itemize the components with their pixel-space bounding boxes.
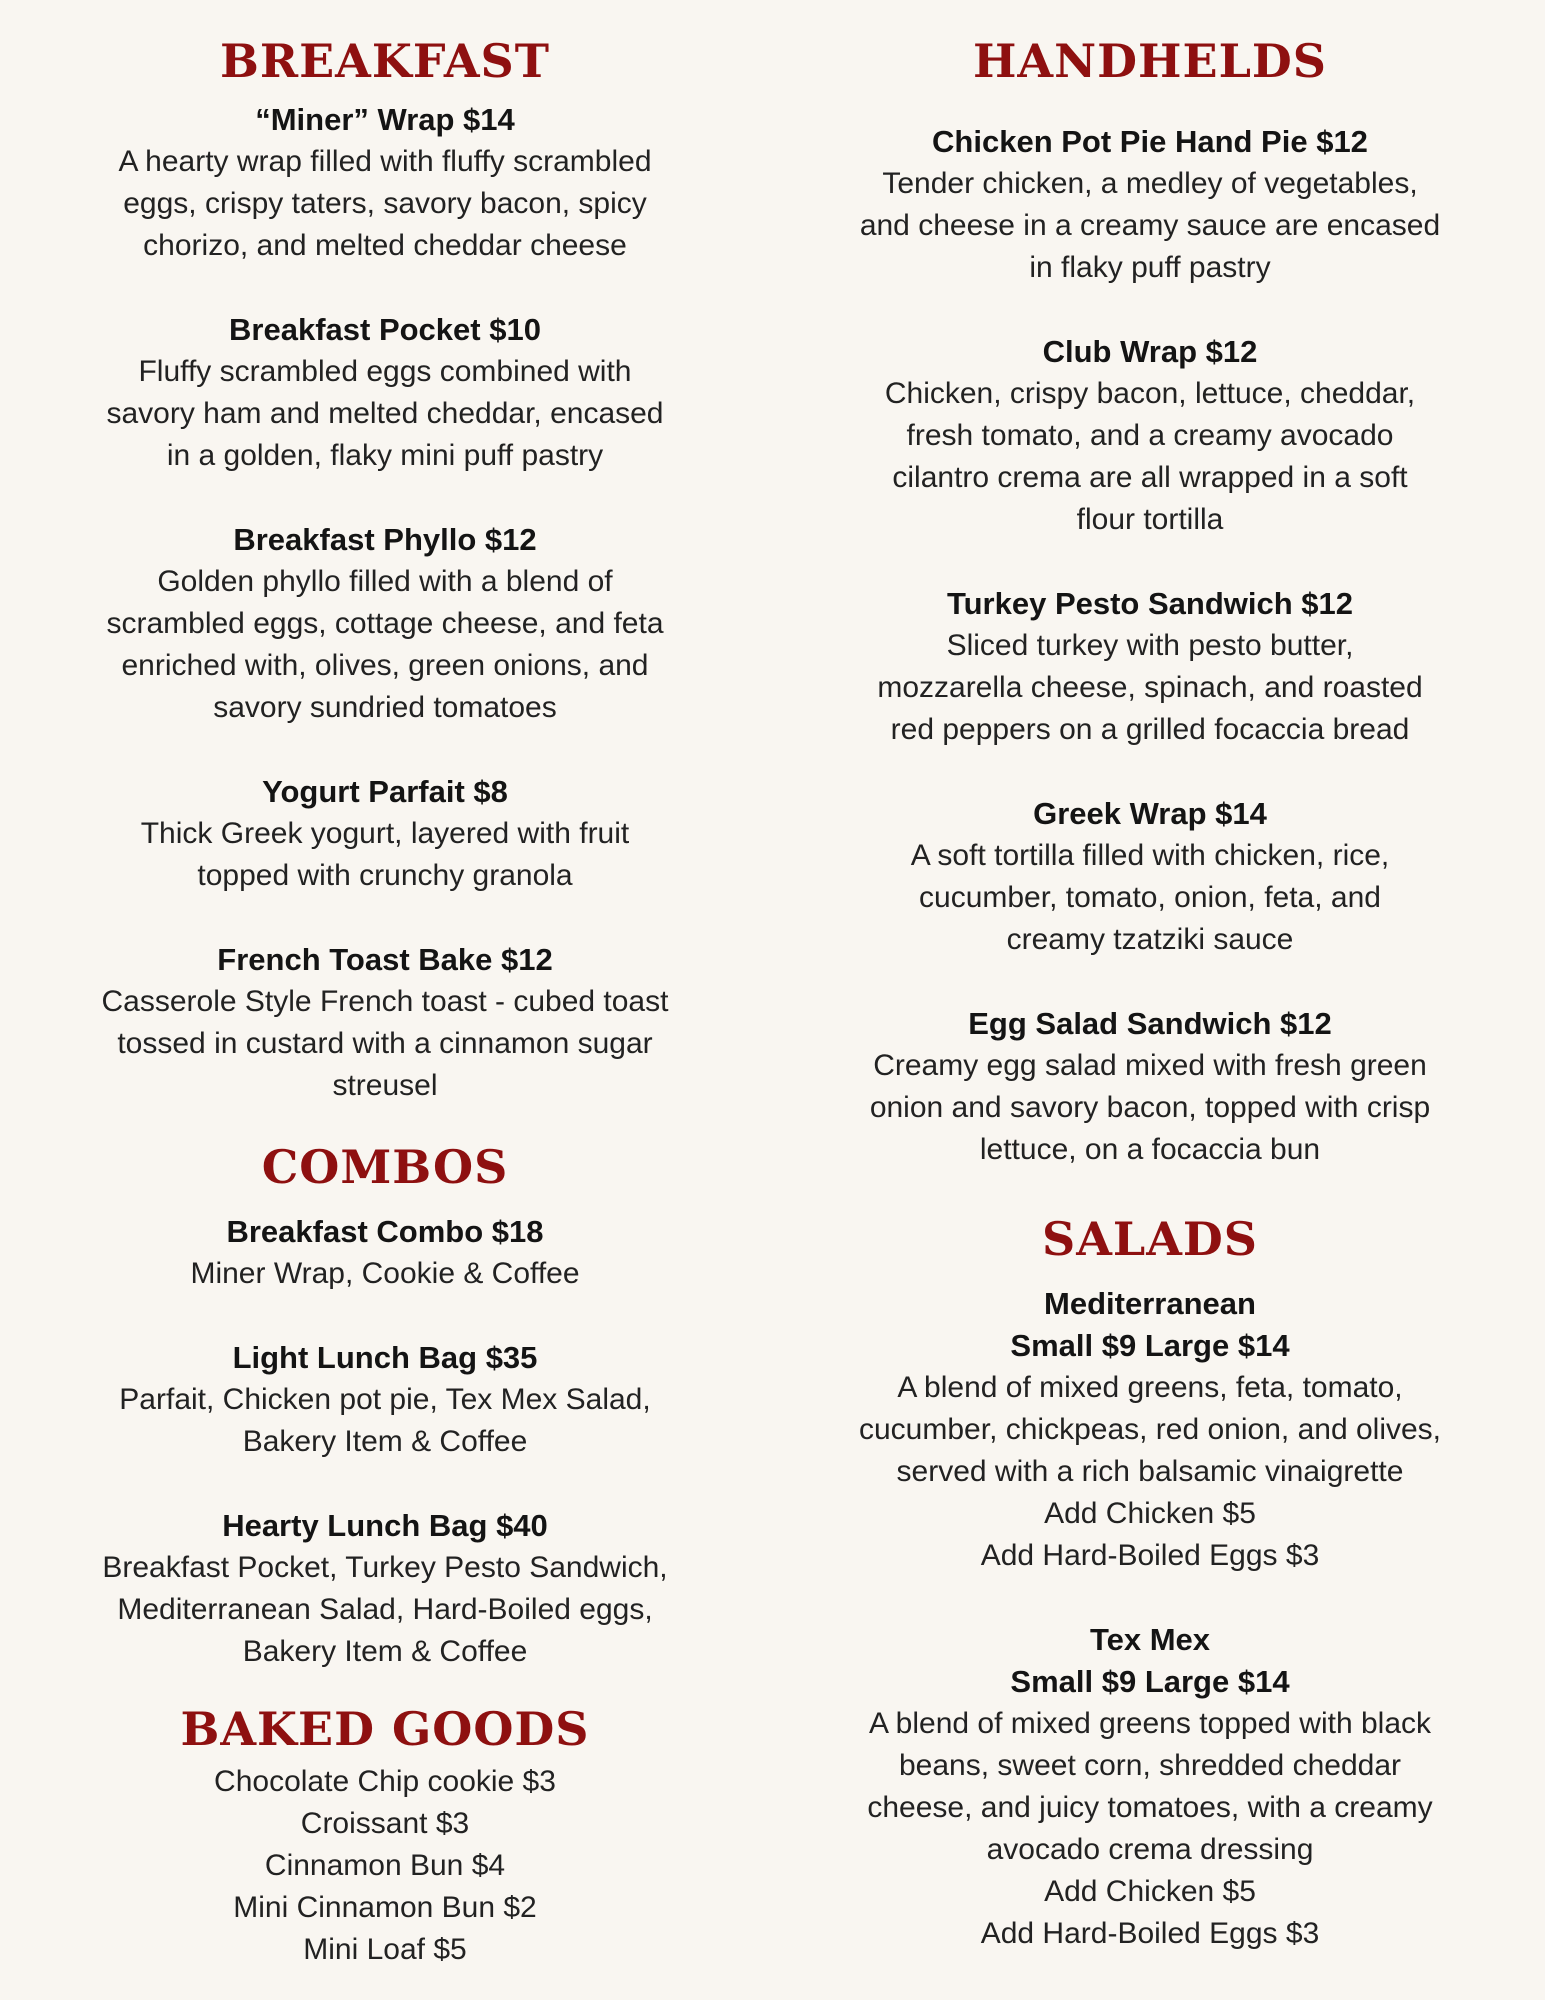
desc-line: tossed in custard with a cinnamon sugar bbox=[117, 1026, 653, 1060]
item-name: Egg Salad Sandwich $12 bbox=[968, 1005, 1332, 1041]
item-description bbox=[810, 1367, 1490, 1577]
item-description bbox=[50, 1547, 720, 1673]
menu-item-egg-salad bbox=[810, 1003, 1490, 1171]
desc-line: Bakery Item & Coffee bbox=[242, 1634, 528, 1668]
desc-line: Bakery Item & Coffee bbox=[242, 1424, 528, 1458]
add-on-line: Add Chicken $5 bbox=[1044, 1496, 1256, 1530]
desc-line: cucumber, chickpeas, red onion, and olives, bbox=[859, 1412, 1441, 1446]
desc-line: cucumber, tomato, onion, feta, and bbox=[919, 880, 1381, 914]
desc-line: Mediterranean Salad, Hard-Boiled eggs, bbox=[117, 1592, 653, 1626]
desc-line: Miner Wrap, Cookie & Coffee bbox=[190, 1256, 580, 1290]
item-description bbox=[810, 1045, 1490, 1171]
desc-line: beans, sweet corn, shredded cheddar bbox=[899, 1748, 1401, 1782]
salads-title: SALADS bbox=[1041, 1212, 1259, 1266]
menu-item-hearty-lunch-bag bbox=[50, 1505, 720, 1673]
desc-line: Golden phyllo filled with a blend of bbox=[157, 564, 613, 598]
baked-goods-title: BAKED GOODS bbox=[180, 1702, 590, 1756]
item-description bbox=[810, 625, 1490, 751]
item-name: French Toast Bake $12 bbox=[217, 941, 553, 977]
add-on-line: Add Chicken $5 bbox=[1044, 1874, 1256, 1908]
item-name: Hearty Lunch Bag $40 bbox=[222, 1507, 548, 1543]
menu-item-club-wrap bbox=[810, 331, 1490, 541]
desc-line: mozzarella cheese, spinach, and roasted bbox=[877, 670, 1423, 704]
item-name: Club Wrap $12 bbox=[1042, 333, 1258, 369]
menu-item-greek-wrap bbox=[810, 793, 1490, 961]
item-name: Breakfast Phyllo $12 bbox=[233, 521, 537, 557]
desc-line: chorizo, and melted cheddar cheese bbox=[143, 228, 627, 262]
item-description bbox=[50, 1379, 720, 1463]
desc-line: topped with crunchy granola bbox=[197, 858, 573, 892]
desc-line: A blend of mixed greens topped with black bbox=[868, 1706, 1432, 1740]
desc-line: in flaky puff pastry bbox=[1029, 250, 1271, 284]
baked-item: Croissant $3 bbox=[300, 1806, 470, 1840]
handhelds-title: HANDHELDS bbox=[972, 34, 1328, 88]
desc-line: Breakfast Pocket, Turkey Pesto Sandwich, bbox=[102, 1550, 668, 1584]
item-name: Light Lunch Bag $35 bbox=[232, 1339, 538, 1375]
item-price: Small $9 Large $14 bbox=[1010, 1327, 1290, 1363]
item-name: Greek Wrap $14 bbox=[1033, 795, 1267, 831]
desc-line: Sliced turkey with pesto butter, bbox=[946, 628, 1354, 662]
desc-line: served with a rich balsamic vinaigrette bbox=[896, 1454, 1404, 1488]
desc-line: A blend of mixed greens, feta, tomato, bbox=[897, 1370, 1403, 1404]
item-name: Tex Mex bbox=[1089, 1621, 1211, 1657]
item-name: Chicken Pot Pie Hand Pie $12 bbox=[932, 123, 1368, 159]
handhelds-section bbox=[810, 36, 1490, 1171]
desc-line: enriched with, olives, green onions, and bbox=[121, 648, 649, 682]
menu-item-breakfast-phyllo bbox=[50, 519, 720, 729]
item-description bbox=[50, 981, 720, 1107]
menu-item-mediterranean-salad bbox=[810, 1283, 1490, 1577]
item-description bbox=[50, 1253, 720, 1295]
desc-line: fresh tomato, and a creamy avocado bbox=[906, 418, 1394, 452]
menu-item-tex-mex-salad bbox=[810, 1619, 1490, 1955]
item-name: Mediterranean bbox=[1044, 1285, 1256, 1321]
desc-line: red peppers on a grilled focaccia bread bbox=[890, 712, 1410, 746]
desc-line: in a golden, flaky mini puff pastry bbox=[166, 438, 604, 472]
item-description bbox=[810, 163, 1490, 289]
item-description bbox=[50, 813, 720, 897]
breakfast-section bbox=[50, 36, 720, 1107]
menu-item-french-toast-bake bbox=[50, 939, 720, 1107]
baked-item: Cinnamon Bun $4 bbox=[264, 1848, 506, 1882]
item-description bbox=[810, 835, 1490, 961]
desc-line: scrambled eggs, cottage cheese, and feta bbox=[106, 606, 664, 640]
item-name: Turkey Pesto Sandwich $12 bbox=[946, 585, 1354, 621]
menu-item-miner-wrap bbox=[50, 99, 720, 267]
desc-line: cheese, and juicy tomatoes, with a creamy bbox=[867, 1790, 1433, 1824]
item-price: Small $9 Large $14 bbox=[1010, 1663, 1290, 1699]
item-description bbox=[50, 351, 720, 477]
desc-line: Casserole Style French toast - cubed toast bbox=[101, 984, 669, 1018]
item-description bbox=[50, 141, 720, 267]
desc-line: avocado crema dressing bbox=[986, 1832, 1314, 1866]
desc-line: Thick Greek yogurt, layered with fruit bbox=[140, 816, 630, 850]
add-on-line: Add Hard-Boiled Eggs $3 bbox=[980, 1916, 1320, 1950]
desc-line: and cheese in a creamy sauce are encased bbox=[859, 208, 1441, 242]
baked-item: Mini Loaf $5 bbox=[303, 1932, 467, 1966]
item-name: “Miner” Wrap $14 bbox=[255, 101, 515, 137]
combos-title: COMBOS bbox=[261, 1140, 509, 1194]
desc-line: Fluffy scrambled eggs combined with bbox=[138, 354, 632, 388]
item-name: Breakfast Pocket $10 bbox=[229, 311, 541, 347]
desc-line: flour tortilla bbox=[1076, 502, 1224, 536]
menu-item-yogurt-parfait bbox=[50, 771, 720, 897]
menu-item-breakfast-combo bbox=[50, 1211, 720, 1295]
baked-goods-section bbox=[50, 1704, 720, 1971]
desc-line: streusel bbox=[332, 1068, 438, 1102]
combos-section bbox=[50, 1142, 720, 1673]
desc-line: A soft tortilla filled with chicken, rice, bbox=[910, 838, 1390, 872]
breakfast-title: BREAKFAST bbox=[220, 34, 550, 88]
item-name: Yogurt Parfait $8 bbox=[262, 773, 508, 809]
menu-item-breakfast-pocket bbox=[50, 309, 720, 477]
menu-item-turkey-pesto bbox=[810, 583, 1490, 751]
menu-item-light-lunch-bag bbox=[50, 1337, 720, 1463]
desc-line: Tender chicken, a medley of vegetables, bbox=[882, 166, 1418, 200]
desc-line: eggs, crispy taters, savory bacon, spicy bbox=[123, 186, 647, 220]
desc-line: Chicken, crispy bacon, lettuce, cheddar, bbox=[884, 376, 1416, 410]
desc-line: Creamy egg salad mixed with fresh green bbox=[873, 1048, 1427, 1082]
baked-item: Mini Cinnamon Bun $2 bbox=[233, 1890, 537, 1924]
desc-line: cilantro crema are all wrapped in a soft bbox=[892, 460, 1408, 494]
item-description bbox=[810, 373, 1490, 541]
desc-line: lettuce, on a focaccia bun bbox=[979, 1132, 1321, 1166]
menu-item-chicken-pot-pie bbox=[810, 121, 1490, 289]
salads-section bbox=[810, 1214, 1490, 1955]
desc-line: savory ham and melted cheddar, encased bbox=[106, 396, 664, 430]
desc-line: onion and savory bacon, topped with crisp bbox=[869, 1090, 1431, 1124]
desc-line: A hearty wrap filled with fluffy scrambled bbox=[118, 144, 652, 178]
baked-item: Chocolate Chip cookie $3 bbox=[214, 1764, 556, 1798]
desc-line: creamy tzatziki sauce bbox=[1006, 922, 1294, 956]
desc-line: Parfait, Chicken pot pie, Tex Mex Salad, bbox=[119, 1382, 651, 1416]
desc-line: savory sundried tomatoes bbox=[213, 690, 557, 724]
item-name: Breakfast Combo $18 bbox=[226, 1213, 544, 1249]
add-on-line: Add Hard-Boiled Eggs $3 bbox=[980, 1538, 1320, 1572]
item-description bbox=[810, 1703, 1490, 1955]
item-description bbox=[50, 561, 720, 729]
